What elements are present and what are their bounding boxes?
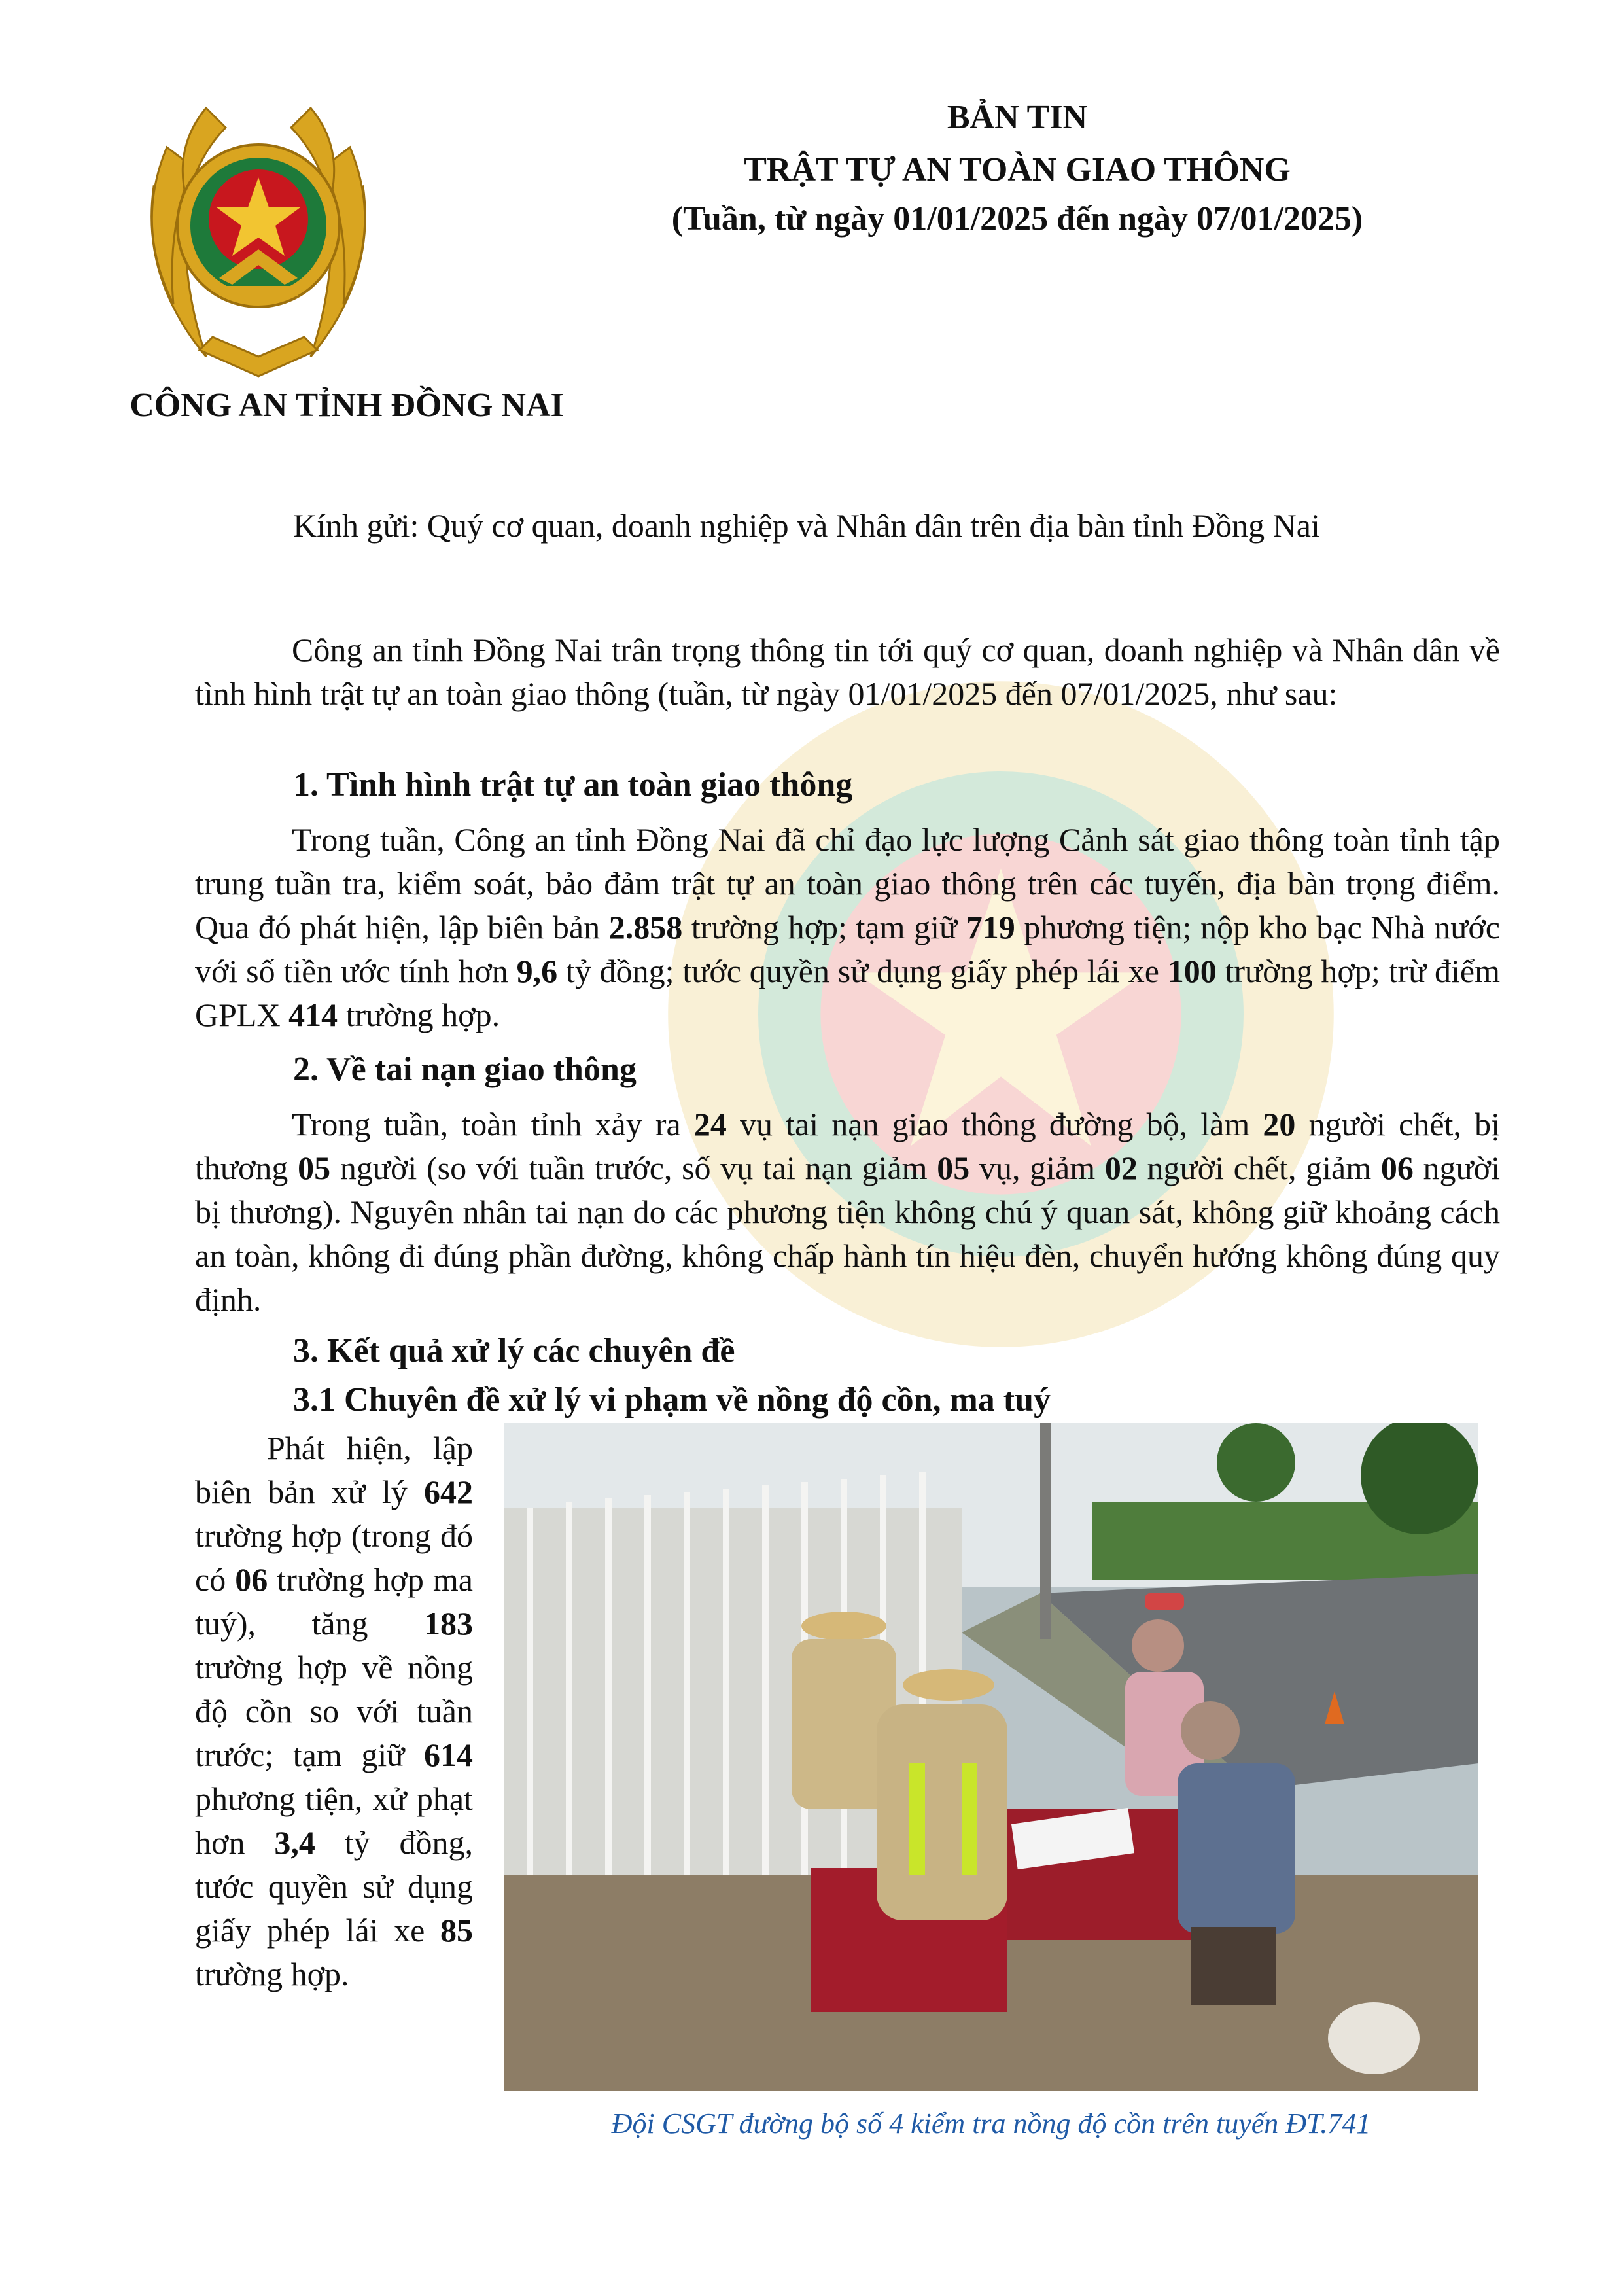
section-3-heading: 3. Kết quả xử lý các chuyên đề [293,1332,735,1369]
photo-caption: Đội CSGT đường bộ số 4 kiểm tra nồng độ cồn trên tuyến ĐT.741 [611,2108,1371,2140]
section-3-1-heading: 3.1 Chuyên đề xử lý vi phạm về nồng độ cồn, ma tuý [293,1381,1051,1419]
doc-period: (Tuần, từ ngày 01/01/2025 đến ngày 07/01/2025) [671,200,1363,238]
section-1-paragraph: Trong tuần, Công an tỉnh Đồng Nai đã chỉ đạo lực lượng Cảnh sát giao thông toàn tỉnh tập trung tuần tra, kiểm soát, bảo đảm trật tự an toàn giao thông trên các tuyến, địa bàn trọng điểm. Qua đó phát hiện, lập biên bản 2.858 trường hợp; tạm giữ 719 phương tiện; nộp kho bạc Nhà nước với số tiền ước tính hơn 9,6 tỷ đồng; tước quyền sử dụng giấy phép lái xe 100 trường hợp; trừ điểm GPLX 414 trường hợp. [195,821,1500,1033]
section-3-1-paragraph: Phát hiện, lập biên bản xử lý 642 trường hợp (trong đó có 06 trường hợp ma tuý), tăng 183 trường hợp về nồng độ cồn so với tuần trước; tạm giữ 614 phương tiện, xử phạt hơn 3,4 tỷ đồng, tước quyền sử dụng giấy phép lái xe 85 trường hợp. [195,1430,473,1992]
section-2-heading: 2. Về tai nạn giao thông [293,1051,637,1088]
police-emblem-icon [128,95,389,383]
section-2-paragraph: Trong tuần, toàn tỉnh xảy ra 24 vụ tai nạn giao thông đường bộ, làm 20 người chết, bị thương 05 người (so với tuần trước, số vụ tai nạn giảm 05 vụ, giảm 02 người chết, giảm 06 người bị thương). Nguyên nhân tai nạn do các phương tiện không chú ý quan sát, không giữ khoảng cách an toàn, không đi đúng phần đường, không chấp hành tín hiệu đèn, chuyển hướng không đúng quy định. [195,1106,1500,1318]
traffic-police-checkpoint-photo [504,1423,1478,2091]
doc-title: TRẬT TỰ AN TOÀN GIAO THÔNG [744,151,1291,188]
organization-name: CÔNG AN TỈNH ĐỒNG NAI [130,387,564,424]
intro-paragraph: Công an tỉnh Đồng Nai trân trọng thông tin tới quý cơ quan, doanh nghiệp và Nhân dân về tình hình trật tự an toàn giao thông (tuần, từ ngày 01/01/2025 đến 07/01/2025, như sau: [195,631,1500,712]
doc-type: BẢN TIN [947,99,1088,136]
greeting: Kính gửi: Quý cơ quan, doanh nghiệp và Nhân dân trên địa bàn tỉnh Đồng Nai [293,507,1320,544]
section-1-heading: 1. Tình hình trật tự an toàn giao thông [293,766,853,804]
